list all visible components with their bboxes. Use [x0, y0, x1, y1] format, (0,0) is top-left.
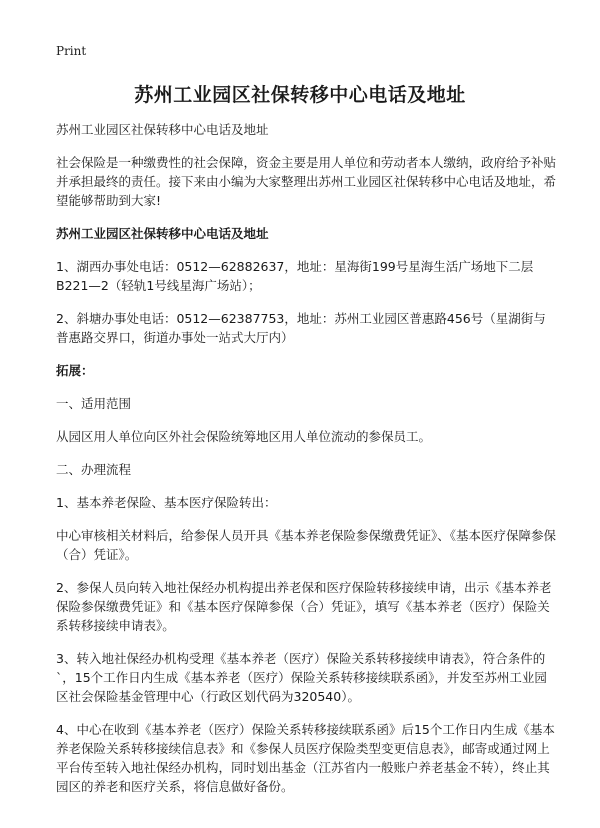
paragraph-huxi-office: 1、湖西办事处电话：0512—62882637，地址：星海街199号星海生活广场地下二层B221—2（轻轨1号线星海广场站）；	[56, 259, 534, 293]
paragraph-step-4: 4、中心在收到《基本养老（医疗）保险关系转移接续联系函》后15个工作日内生成《基本养老保险关系转移接续信息表》和《参保人员医疗保险类型变更信息表》，邮寄或通过网上平台传至转入地社保经办机构，同时划出基金（江苏省内一般账户养老基金不转），终止其园区的养老和医疗关系，将信息做好备份。	[56, 722, 555, 794]
paragraph-intro-title: 苏州工业园区社保转移中心电话及地址	[56, 122, 269, 137]
section-heading-extension: 拓展：	[56, 363, 94, 378]
subheading-process: 二、办理流程	[56, 462, 132, 477]
print-link[interactable]: Print	[56, 44, 87, 58]
paragraph-step-1: 1、基本养老保险、基本医疗保险转出：	[56, 495, 277, 510]
article-body	[56, 120, 556, 810]
paragraph-scope: 从园区用人单位向区外社会保险统筹地区用人单位流动的参保员工。	[56, 429, 432, 444]
paragraph-step-3: 3、转入地社保经办机构受理《基本养老（医疗）保险关系转移接续申请表》，符合条件的`，15个工作日内生成《基本养老（医疗）保险关系转移接续联系函》，并发至苏州工业园区社会保险基金管理中心（行政区划代码为320540）。	[56, 651, 547, 704]
paragraph-step-2: 2、参保人员向转入地社保经办机构提出养老保和医疗保险转移接续申请，出示《基本养老保险参保缴费凭证》和《基本医疗保障参保（合）凭证》，填写《基本养老（医疗）保险关系转移接续申请表》。	[56, 580, 552, 633]
section-heading-contacts: 苏州工业园区社保转移中心电话及地址	[56, 226, 269, 241]
subheading-scope: 一、适用范围	[56, 396, 132, 411]
paragraph-xietang-office: 2、斜塘办事处电话：0512—62387753，地址：苏州工业园区普惠路456号（星湖街与普惠路交界口，街道办事处一站式大厅内）	[56, 311, 546, 345]
paragraph-intro: 社会保险是一种缴费性的社会保障，资金主要是用人单位和劳动者本人缴纳，政府给予补贴并承担最终的责任。接下来由小编为大家整理出苏州工业园区社保转移中心电话及地址，希望能够帮助到大家!	[56, 155, 557, 208]
paragraph-step-1-detail: 中心审核相关材料后，给参保人员开具《基本养老保险参保缴费凭证》、《基本医疗保障参保（合）凭证》。	[56, 528, 557, 562]
page-title: 苏州工业园区社保转移中心电话及地址	[134, 84, 466, 106]
